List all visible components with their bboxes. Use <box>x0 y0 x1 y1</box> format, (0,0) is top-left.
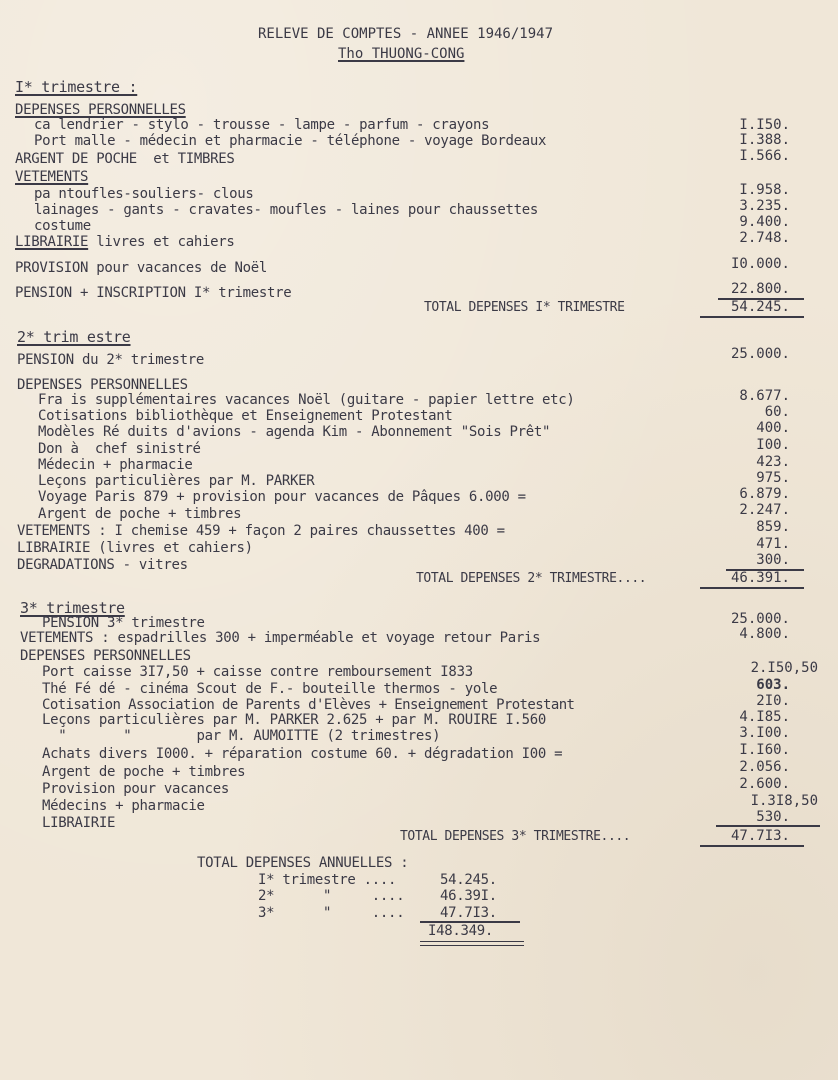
t3-subtotal-rule <box>716 825 820 827</box>
annual-total-label: TOTAL DEPENSES ANNUELLES : <box>197 855 409 871</box>
t3-amount: I.3I8,50 <box>750 793 818 809</box>
t1-dep-perso-heading: DEPENSES PERSONNELLES <box>15 102 186 118</box>
annual-grand-total: I48.349. <box>428 923 494 939</box>
t1-librairie-line <box>15 235 235 250</box>
t2-librairie: LIBRAIRIE (livres et cahiers) <box>17 540 253 556</box>
t2-line: Leçons particulières par M. PARKER <box>38 473 315 489</box>
t2-heading: 2* trim estre <box>17 328 131 346</box>
t2-total-label: TOTAL DEPENSES 2* TRIMESTRE.... <box>416 571 647 586</box>
t3-total-rule <box>700 845 804 847</box>
t3-amount: 3.I00. <box>739 725 790 741</box>
annual-row-amount: 54.245. <box>440 872 497 888</box>
t3-amount: 2I0. <box>756 693 790 709</box>
t3-heading: 3* trimestre <box>20 599 125 617</box>
t2-line: Cotisations bibliothèque et Enseignement Protestant <box>38 408 453 424</box>
t3-line: Achats divers I000. + réparation costume 60. + dégradation I00 = <box>42 746 563 762</box>
t3-amount: 25.000. <box>730 611 790 627</box>
t2-line: Don à chef sinistré <box>38 441 201 457</box>
t1-amount: I.958. <box>739 182 790 198</box>
t1-line: ARGENT DE POCHE et TIMBRES <box>15 151 235 167</box>
t2-amount: 8.677. <box>739 388 790 404</box>
t2-line: Fra is supplémentaires vacances Noël (guitare - papier lettre etc) <box>38 392 575 408</box>
t1-pension: PENSION + INSCRIPTION I* trimestre <box>15 285 292 301</box>
t3-amount: 603. <box>756 677 790 693</box>
t2-amount: 300. <box>756 552 790 568</box>
t2-pension: PENSION du 2* trimestre <box>17 352 204 368</box>
t3-amount: I.I60. <box>739 742 790 758</box>
t2-line: Médecin + pharmacie <box>38 457 193 473</box>
t3-line: LIBRAIRIE <box>42 815 116 831</box>
t3-line: " " par M. AUMOITTE (2 trimestres) <box>42 728 441 744</box>
t1-amount: 9.400. <box>739 214 790 230</box>
student-name: Tho THUONG-CONG <box>338 46 465 62</box>
t3-amount: 4.800. <box>739 626 790 642</box>
t1-total-label: TOTAL DEPENSES I* TRIMESTRE <box>424 300 625 315</box>
t3-amount: 2.056. <box>739 759 790 775</box>
t1-amount: 2.748. <box>739 230 790 246</box>
t1-amount: I.566. <box>739 148 790 164</box>
t1-total-amount: 54.245. <box>730 299 790 315</box>
t3-line: Leçons particulières par M. PARKER 2.625 + par M. ROUIRE I.560 <box>42 712 546 728</box>
annual-row-label: 3* " .... <box>258 905 405 921</box>
t2-amount: 25.000. <box>730 346 790 362</box>
t3-dep-perso-heading: DEPENSES PERSONNELLES <box>20 648 191 664</box>
t1-provision: PROVISION pour vacances de Noël <box>15 260 267 276</box>
t2-amount: 471. <box>756 536 790 552</box>
t1-total-rule <box>700 316 804 318</box>
t3-total-label: TOTAL DEPENSES 3* TRIMESTRE.... <box>400 829 631 844</box>
t2-line: Argent de poche + timbres <box>38 506 242 522</box>
t3-pension: PENSION 3* trimestre <box>42 615 205 631</box>
t1-amount: 22.800. <box>730 281 790 297</box>
annual-row-label: 2* " .... <box>258 888 405 904</box>
annual-row-label: I* trimestre .... <box>258 872 397 888</box>
t3-amount: 4.I85. <box>739 709 790 725</box>
t1-amount: I.I50. <box>739 117 790 133</box>
t3-amount: 530. <box>756 809 790 825</box>
annual-row-amount: 47.7I3. <box>440 905 497 921</box>
t2-amount: 6.879. <box>739 486 790 502</box>
t2-total-amount: 46.391. <box>730 570 790 586</box>
document-title: RELEVE DE COMPTES - ANNEE 1946/1947 <box>258 26 554 42</box>
t1-line: costume <box>34 218 91 234</box>
t1-librairie-label: LIBRAIRIE <box>15 234 89 250</box>
t3-vetements: VETEMENTS : espadrilles 300 + imperméable et voyage retour Paris <box>20 630 541 646</box>
t1-amount: 3.235. <box>739 198 790 214</box>
t1-vetements-heading: VETEMENTS <box>15 169 89 185</box>
t2-amount: 400. <box>756 420 790 436</box>
t1-amount: I.388. <box>739 132 790 148</box>
t2-amount: 975. <box>756 470 790 486</box>
t3-line: Médecins + pharmacie <box>42 798 205 814</box>
t2-amount: I00. <box>756 437 790 453</box>
t1-librairie-text: livres et cahiers <box>88 234 235 250</box>
t2-amount: 2.247. <box>739 502 790 518</box>
t1-line: pa ntoufles-souliers- clous <box>34 186 254 202</box>
t1-line: lainages - gants - cravates- moufles - laines pour chaussettes <box>34 202 538 218</box>
t2-degradations: DEGRADATIONS - vitres <box>17 557 188 573</box>
t3-line: Cotisation Association de Parents d'Elèves + Enseignement Protestant <box>42 697 575 713</box>
t2-total-rule <box>700 587 804 589</box>
t2-line: Modèles Ré duits d'avions - agenda Kim - Abonnement "Sois Prêt" <box>38 424 551 440</box>
annual-grand-total-double-rule <box>420 941 524 946</box>
t2-amount: 60. <box>764 404 790 420</box>
t2-line: Voyage Paris 879 + provision pour vacances de Pâques 6.000 = <box>38 489 526 505</box>
t2-amount: 859. <box>756 519 790 535</box>
t1-heading: I* trimestre : <box>15 78 138 96</box>
t3-amount: 2.I50,50 <box>750 660 818 676</box>
t2-vetements: VETEMENTS : I chemise 459 + façon 2 paires chaussettes 400 = <box>17 523 505 539</box>
t3-amount: 2.600. <box>739 776 790 792</box>
t2-amount: 423. <box>756 454 790 470</box>
t3-line: Port caisse 3I7,50 + caisse contre remboursement I833 <box>42 664 473 680</box>
annual-row-amount: 46.39I. <box>440 888 497 904</box>
t3-line: Thé Fé dé - cinéma Scout de F.- bouteille thermos - yole <box>42 681 498 697</box>
t2-dep-perso-heading: DEPENSES PERSONNELLES <box>17 377 188 393</box>
t3-total-amount: 47.7I3. <box>730 828 790 844</box>
t1-amount: I0.000. <box>730 256 790 272</box>
t1-line: ca lendrier - stylo - trousse - lampe - parfum - crayons <box>34 117 490 133</box>
t1-line: Port malle - médecin et pharmacie - téléphone - voyage Bordeaux <box>34 133 547 149</box>
t3-line: Argent de poche + timbres <box>42 764 246 780</box>
t3-line: Provision pour vacances <box>42 781 229 797</box>
